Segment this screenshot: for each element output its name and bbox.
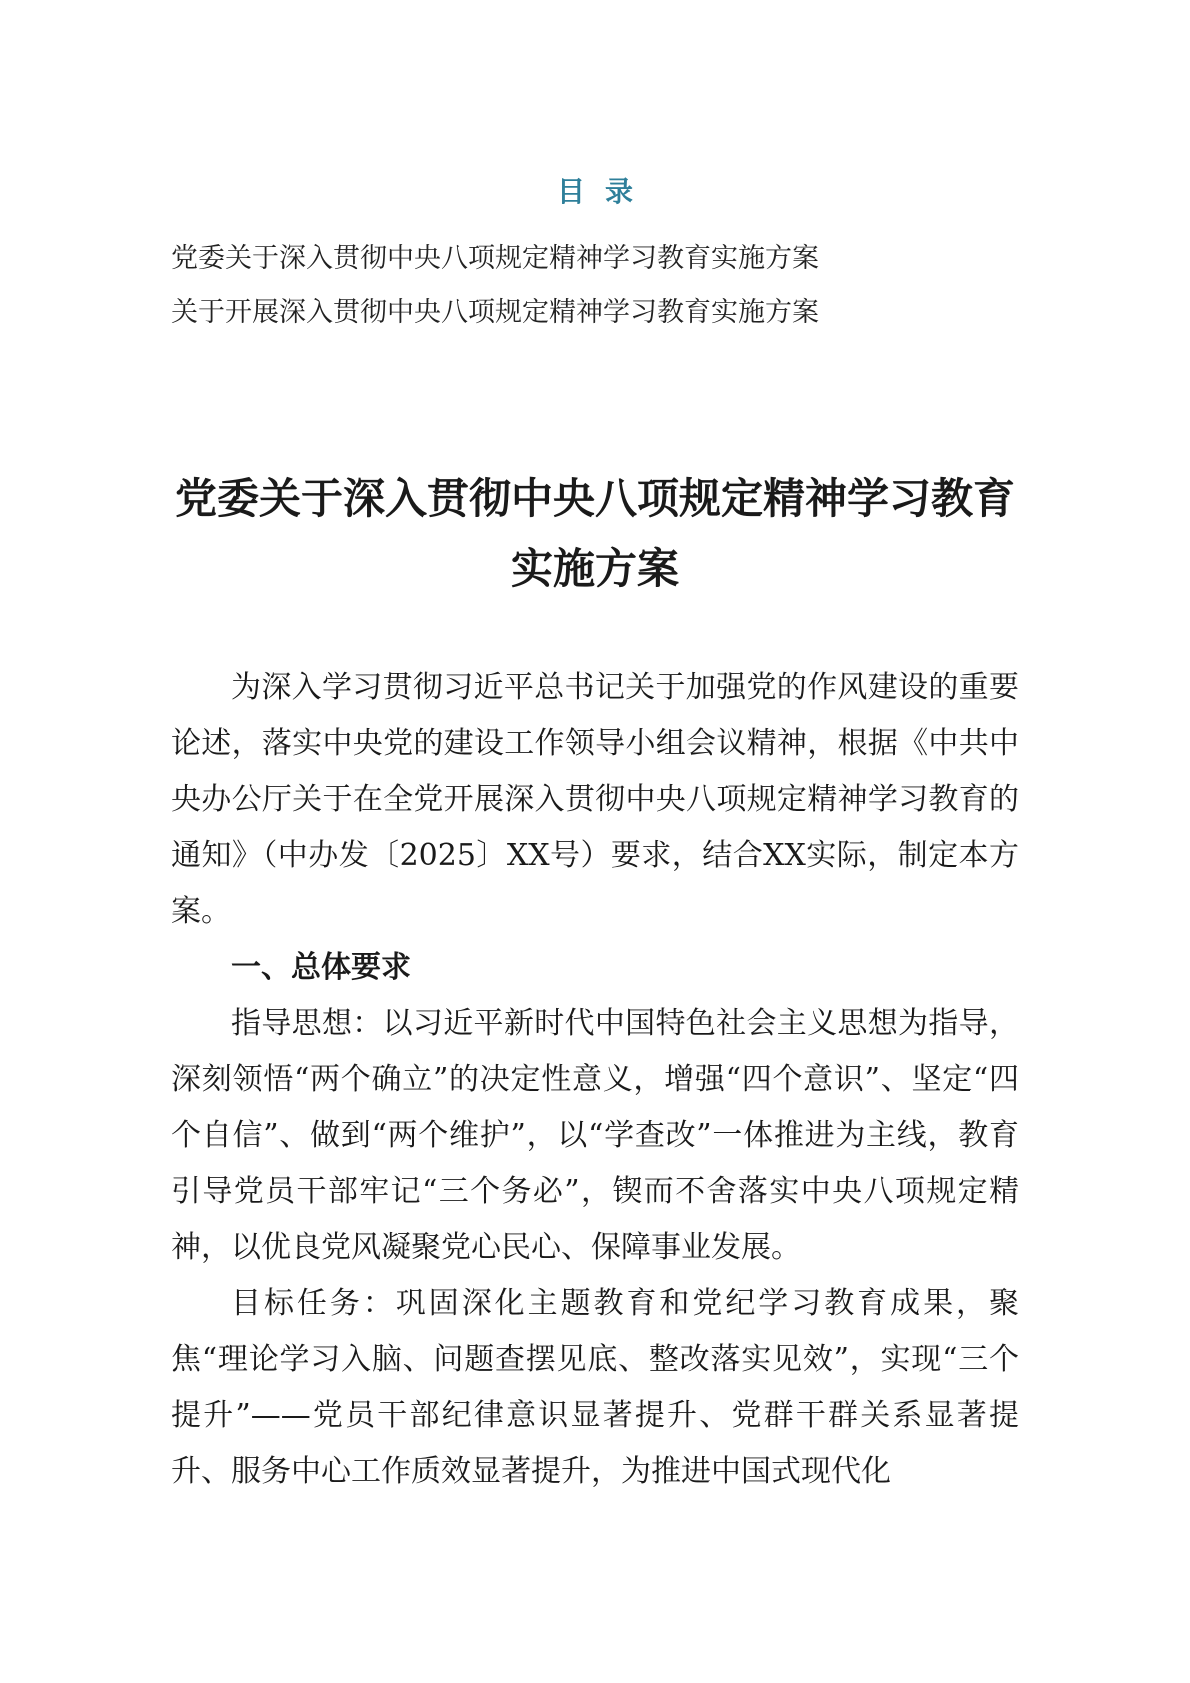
document-body — [171, 660, 1019, 1500]
toc-item-1[interactable]: 党委关于深入贯彻中央八项规定精神学习教育实施方案 — [171, 243, 819, 274]
document-title: 党委关于深入贯彻中央八项规定精神学习教育实施方案 — [174, 474, 1015, 593]
toc-item-2[interactable]: 关于开展深入贯彻中央八项规定精神学习教育实施方案 — [171, 297, 819, 328]
section-heading-overall-requirements: 一、总体要求 — [231, 950, 411, 985]
intro-paragraph: 为深入学习贯彻习近平总书记关于加强党的作风建设的重要论述，落实中央党的建设工作领导小组会议精神，根据《中共中央办公厅关于在全党开展深入贯彻中央八项规定精神学习教育的通知》（中办发〔2025〕XX号）要求，结合XX实际，制定本方案。 — [171, 670, 1019, 929]
guiding-thought-paragraph: 指导思想：以习近平新时代中国特色社会主义思想为指导，深刻领悟“两个确立”的决定性意义，增强“四个意识”、坚定“四个自信”、做到“两个维护”，以“学查改”一体推进为主线，教育引导党员干部牢记“三个务必”，锲而不舍落实中央八项规定精神，以优良党风凝聚党心民心、保障事业发展。 — [171, 1006, 1019, 1265]
target-tasks-paragraph: 目标任务：巩固深化主题教育和党纪学习教育成果，聚焦“理论学习入脑、问题查摆见底、整改落实见效”，实现“三个提升”——党员干部纪律意识显著提升、党群干群关系显著提升、服务中心工作质效显著提升，为推进中国式现代化 — [171, 1286, 1019, 1489]
toc-title: 目录 — [556, 175, 653, 208]
toc-list — [171, 232, 819, 340]
